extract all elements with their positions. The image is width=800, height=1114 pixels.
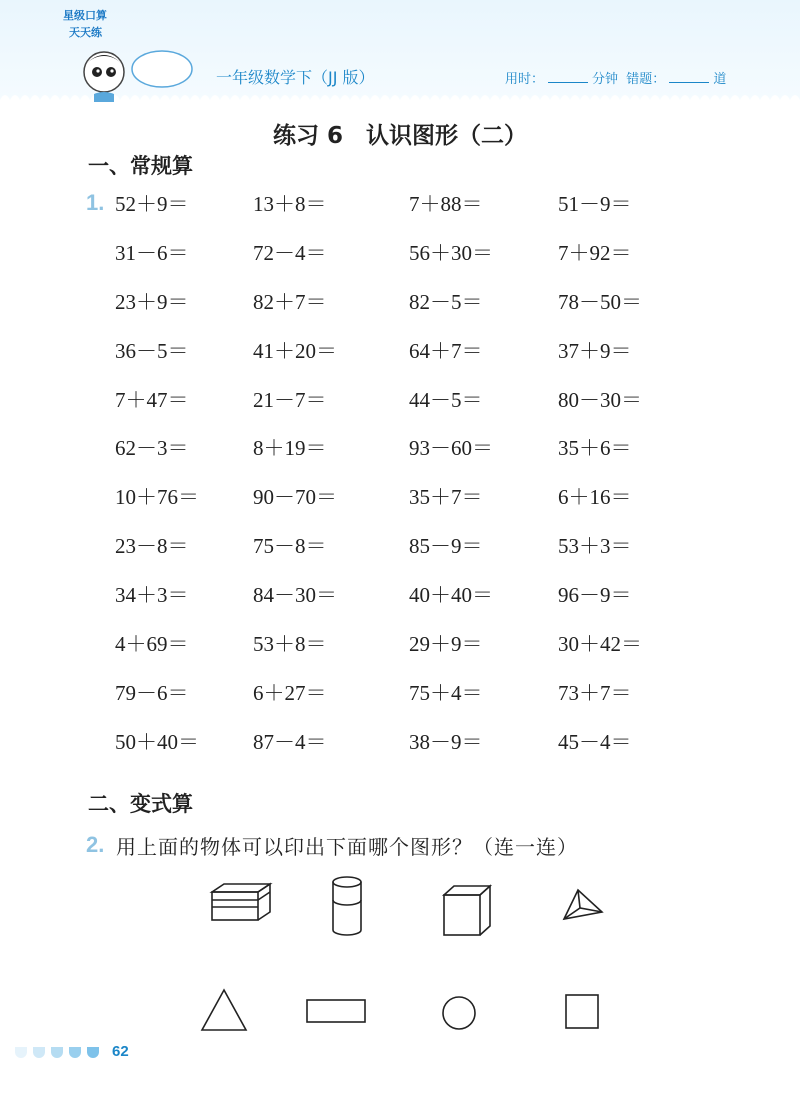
- calculation-item: 53＋3＝: [558, 534, 632, 559]
- calculation-item: 40＋40＝: [409, 583, 493, 608]
- calculation-item: 56＋30＝: [409, 240, 493, 265]
- calculation-item: 51－9＝: [558, 192, 632, 216]
- square-icon[interactable]: [563, 992, 601, 1032]
- calculation-item: 29＋9＝: [409, 632, 483, 657]
- circle-icon[interactable]: [440, 994, 478, 1032]
- exercise-title: 练习 6 认识图形（二）: [272, 123, 527, 149]
- calculation-item: 84－30＝: [253, 583, 337, 608]
- calculation-item: 4＋69＝: [115, 632, 189, 657]
- calculation-item: 90－70＝: [253, 485, 337, 510]
- footer-decoration: [13, 1045, 108, 1059]
- calculation-item: 50＋40＝: [115, 729, 199, 754]
- cube-icon[interactable]: [440, 883, 494, 939]
- calculation-item: 62－3＝: [115, 436, 189, 461]
- calculation-item: 41＋20＝: [253, 338, 337, 363]
- calculation-item: 7＋92＝: [558, 240, 632, 265]
- calculation-item: 23－8＝: [115, 534, 189, 559]
- calculation-item: 82＋7＝: [253, 289, 327, 314]
- calculation-item: 82－5＝: [409, 289, 483, 314]
- book-title: 一年级数学下（JJ 版）: [216, 68, 375, 87]
- errors-label: 错题：: [626, 72, 666, 87]
- calculation-item: 80－30＝: [558, 387, 642, 412]
- logo-title-line2: 天天练: [69, 26, 102, 39]
- rectangle-icon[interactable]: [304, 997, 368, 1027]
- calculation-item: 8＋19＝: [253, 436, 327, 461]
- section2-title: 二、变式算: [88, 792, 193, 816]
- calculation-item: 7＋88＝: [409, 192, 483, 216]
- calculation-item: 10＋76＝: [115, 485, 199, 510]
- time-unit: 分钟: [592, 72, 619, 87]
- cuboid-icon[interactable]: [206, 880, 274, 924]
- calculation-item: 6＋27＝: [253, 680, 327, 705]
- calculation-item: 79－6＝: [115, 680, 189, 705]
- calculation-item: 37＋9＝: [558, 338, 632, 363]
- calculation-item: 34＋3＝: [115, 583, 189, 608]
- errors-blank[interactable]: [669, 82, 709, 83]
- calculation-item: 75＋4＝: [409, 680, 483, 705]
- calculation-item: 36－5＝: [115, 338, 189, 363]
- calculation-item: 44－5＝: [409, 387, 483, 412]
- calculation-item: 21－7＝: [253, 387, 327, 412]
- calculation-item: 78－50＝: [558, 289, 642, 314]
- calculation-item: 96－9＝: [558, 583, 632, 608]
- triangle-icon[interactable]: [198, 986, 250, 1034]
- time-label: 用时：: [505, 72, 545, 87]
- question2-text: 用上面的物体可以印出下面哪个图形？（连一连）: [116, 835, 578, 859]
- calculation-item: 30＋42＝: [558, 632, 642, 657]
- section1-title: 一、常规算: [88, 154, 193, 178]
- calculation-item: 23＋9＝: [115, 289, 189, 314]
- calculation-item: 7＋47＝: [115, 387, 189, 412]
- calculation-item: 85－9＝: [409, 534, 483, 559]
- calculation-item: 93－60＝: [409, 436, 493, 461]
- calculation-item: 13＋8＝: [253, 192, 327, 216]
- time-errors-fields: [505, 68, 726, 87]
- calculation-item: 45－4＝: [558, 729, 632, 754]
- mascot-logo: [74, 44, 214, 102]
- calculation-item: 52＋9＝: [115, 192, 189, 216]
- calculation-item: 31－6＝: [115, 240, 189, 265]
- calculation-item: 53＋8＝: [253, 632, 327, 657]
- calculation-item: 64＋7＝: [409, 338, 483, 363]
- calculation-item: 87－4＝: [253, 729, 327, 754]
- calculation-item: 6＋16＝: [558, 485, 632, 510]
- calculation-item: 75－8＝: [253, 534, 327, 559]
- cylinder-icon[interactable]: [330, 874, 364, 938]
- calculation-item: 35＋6＝: [558, 436, 632, 461]
- calculation-item: 38－9＝: [409, 729, 483, 754]
- question2-number: 2.: [86, 832, 105, 857]
- question1-number: 1.: [86, 190, 105, 215]
- calculation-item: 73＋7＝: [558, 680, 632, 705]
- time-blank[interactable]: [548, 82, 588, 83]
- page-number: 62: [112, 1043, 129, 1060]
- calculation-item: 72－4＝: [253, 240, 327, 265]
- triangular-prism-icon[interactable]: [560, 886, 606, 922]
- logo-title-line1: 星级口算: [63, 9, 107, 22]
- calculation-item: 35＋7＝: [409, 485, 483, 510]
- errors-unit: 道: [713, 72, 727, 87]
